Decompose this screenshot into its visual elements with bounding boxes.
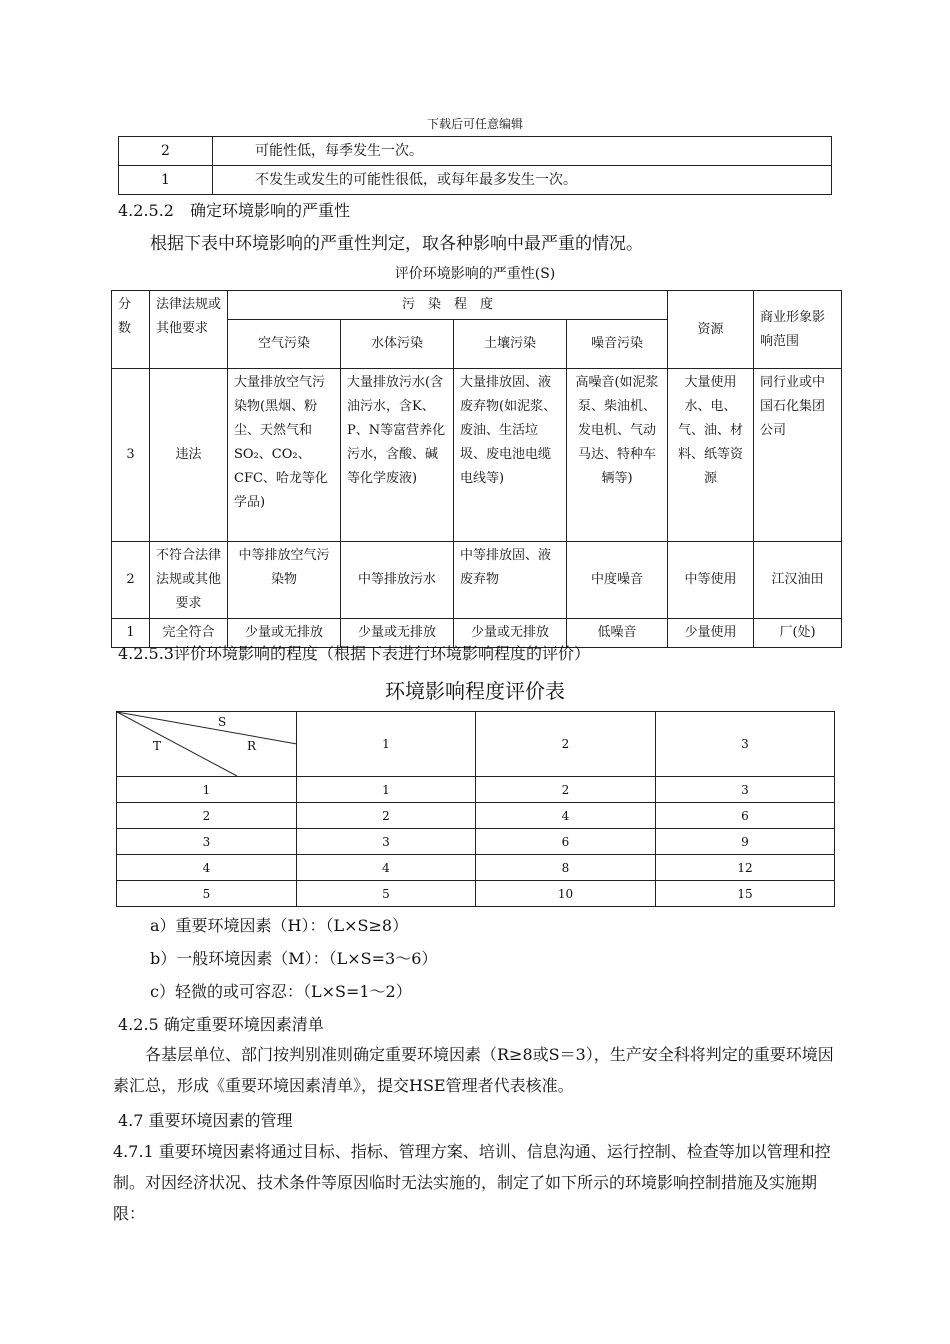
header-resource: 资源 xyxy=(668,291,754,369)
noise-cell: 中度噪音 xyxy=(567,542,668,619)
resource-cell: 少量使用 xyxy=(668,619,754,648)
table-cell: 4 xyxy=(117,855,297,881)
soil-cell: 中等排放固、液废弃物 xyxy=(454,542,567,619)
table-cell: 1 xyxy=(297,777,476,803)
desc-cell: 可能性低，每季发生一次。 xyxy=(213,137,832,166)
soil-cell: 大量排放固、液废弃物(如泥浆、废油、生活垃圾、废电池电缆电线等) xyxy=(454,369,567,542)
corner-cell xyxy=(117,712,297,777)
header-image: 商业形象影响范围 xyxy=(754,291,842,369)
table-cell: 12 xyxy=(656,855,835,881)
header-pollution: 污 染 程 度 xyxy=(228,291,668,320)
score-cell: 1 xyxy=(112,619,150,648)
table-row xyxy=(119,166,832,195)
table-cell: 3 xyxy=(656,777,835,803)
header-noise: 噪音污染 xyxy=(567,320,668,369)
table-cell: 4 xyxy=(297,855,476,881)
header-law: 法律法规或其他要求 xyxy=(150,291,228,369)
table-cell: 1 xyxy=(117,777,297,803)
table-cell: 8 xyxy=(476,855,656,881)
desc-cell: 不发生或发生的可能性很低，或每年最多发生一次。 xyxy=(213,166,832,195)
table-cell: 3 xyxy=(117,829,297,855)
water-cell: 少量或无排放 xyxy=(341,619,454,648)
score-cell: 2 xyxy=(119,137,213,166)
column-header: 3 xyxy=(656,712,835,777)
score-cell: 3 xyxy=(112,369,150,542)
header-row xyxy=(112,291,842,320)
column-header: 1 xyxy=(297,712,476,777)
image-cell: 厂(处) xyxy=(754,619,842,648)
criterion-c: c）轻微的或可容忍：（L×S=1～2） xyxy=(150,982,412,1001)
corner-t: T xyxy=(153,739,162,753)
noise-cell: 高噪音(如泥浆泵、柴油机、发电机、气动马达、特种车辆等) xyxy=(567,369,668,542)
header-air: 空气污染 xyxy=(228,320,341,369)
water-cell: 大量排放污水(含油污水，含K、P、N等富营养化污水，含酸、碱等化学废液) xyxy=(341,369,454,542)
law-cell: 不符合法律法规或其他要求 xyxy=(150,542,228,619)
noise-cell: 低噪音 xyxy=(567,619,668,648)
air-cell: 中等排放空气污染物 xyxy=(228,542,341,619)
section-heading-425: 4.2.5 确定重要环境因素清单 xyxy=(118,1015,324,1034)
score-cell: 1 xyxy=(119,166,213,195)
header-soil: 土壤污染 xyxy=(454,320,567,369)
air-cell: 少量或无排放 xyxy=(228,619,341,648)
table-row xyxy=(117,855,835,881)
table-cell: 2 xyxy=(117,803,297,829)
table-row xyxy=(112,369,842,542)
image-cell: 同行业或中国石化集团公司 xyxy=(754,369,842,542)
header-score: 分数 xyxy=(112,291,150,369)
severity-table xyxy=(111,290,842,648)
table-cell: 6 xyxy=(476,829,656,855)
table-row xyxy=(117,803,835,829)
corner-s: S xyxy=(218,715,227,729)
resource-cell: 大量使用水、电、气、油、材料、纸等资源 xyxy=(668,369,754,542)
column-header: 2 xyxy=(476,712,656,777)
table-row xyxy=(117,777,835,803)
resource-cell: 中等使用 xyxy=(668,542,754,619)
table-row xyxy=(119,137,832,166)
header-water: 水体污染 xyxy=(341,320,454,369)
table-row xyxy=(117,881,835,907)
header-note: 下载后可任意编辑 xyxy=(426,117,523,131)
header-row xyxy=(117,712,835,777)
degree-table xyxy=(116,711,835,907)
water-cell: 中等排放污水 xyxy=(341,542,454,619)
section-47-paragraph: 4.7.1 重要环境因素将通过目标、指标、管理方案、培训、信息沟通、运行控制、检查等加以管理和控制。对因经济状况、技术条件等原因临时无法实施的，制定了如下所示的环境影响控制措施及实施期限： xyxy=(113,1142,831,1223)
table-cell: 9 xyxy=(656,829,835,855)
table-cell: 10 xyxy=(476,881,656,907)
air-cell: 大量排放空气污染物(黑烟、粉尘、天然气和SO₂、CO₂、CFC、哈龙等化学品) xyxy=(228,369,341,542)
table-cell: 15 xyxy=(656,881,835,907)
severity-paragraph: 根据下表中环境影响的严重性判定，取各种影响中最严重的情况。 xyxy=(150,234,643,254)
table-cell: 6 xyxy=(656,803,835,829)
table-row xyxy=(117,829,835,855)
table-cell: 5 xyxy=(297,881,476,907)
table-cell: 3 xyxy=(297,829,476,855)
likelihood-table xyxy=(118,136,832,195)
law-cell: 完全符合 xyxy=(150,619,228,648)
section-heading-4253: 4.2.5.3评价环境影响的程度（根据下表进行环境影响程度的评价） xyxy=(118,644,590,663)
diagonal-lines xyxy=(117,712,297,776)
degree-caption: 环境影响程度评价表 xyxy=(385,679,565,703)
corner-r: R xyxy=(247,739,257,753)
table-row xyxy=(112,542,842,619)
soil-cell: 少量或无排放 xyxy=(454,619,567,648)
law-cell: 违法 xyxy=(150,369,228,542)
score-cell: 2 xyxy=(112,542,150,619)
criterion-b: b）一般环境因素（M）：（L×S=3～6） xyxy=(150,949,438,968)
table-cell: 2 xyxy=(476,777,656,803)
section-425-paragraph: 各基层单位、部门按判别准则确定重要环境因素（R≥8或S＝3），生产安全科将判定的重要环境因素汇总，形成《重要环境因素清单》，提交HSE管理者代表核准。 xyxy=(113,1045,834,1095)
image-cell: 江汉油田 xyxy=(754,542,842,619)
table-cell: 2 xyxy=(297,803,476,829)
severity-caption: 评价环境影响的严重性(S) xyxy=(394,266,556,282)
criterion-a: a）重要环境因素（H）：（L×S≥8） xyxy=(150,916,409,935)
table-cell: 4 xyxy=(476,803,656,829)
table-cell: 5 xyxy=(117,881,297,907)
section-heading-47: 4.7 重要环境因素的管理 xyxy=(118,1111,293,1130)
section-heading-4252: 4.2.5.2 确定环境影响的严重性 xyxy=(118,201,350,220)
